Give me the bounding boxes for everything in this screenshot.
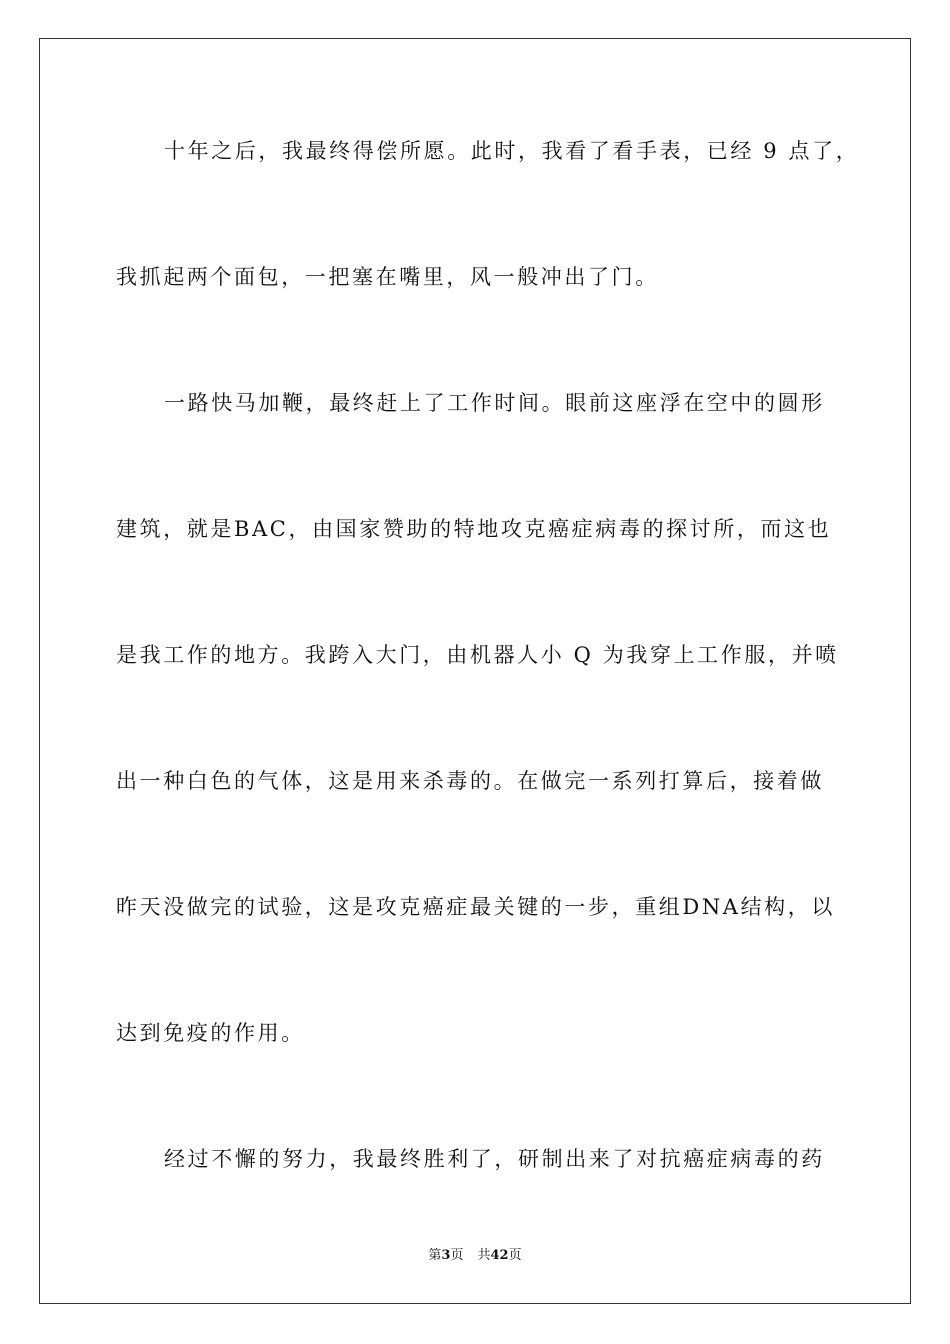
- text-line: 一路快马加鞭，最终赶上了工作时间。眼前这座浮在空中的圆形: [164, 391, 825, 415]
- page-suffix: 页: [450, 1248, 464, 1263]
- text-line: 我抓起两个面包，一把塞在嘴里，风一般冲出了门。: [116, 265, 659, 289]
- text-line: 建筑，就是BAC，由国家赞助的特地攻克癌症病毒的探讨所，而这也: [116, 517, 832, 541]
- page-border: [39, 38, 911, 1304]
- total-prefix: 共: [477, 1248, 491, 1263]
- page-footer: [0, 1246, 950, 1266]
- text-line: 十年之后，我最终得偿所愿。此时，我看了看手表，已经 9 点了，: [164, 139, 860, 163]
- page-prefix: 第: [428, 1248, 442, 1263]
- text-line: 达到免疫的作用。: [116, 1021, 305, 1045]
- text-line: 经过不懈的努力，我最终胜利了，研制出来了对抗癌症病毒的药: [164, 1147, 825, 1171]
- text-line: 出一种白色的气体，这是用来杀毒的。在做完一系列打算后，接着做: [116, 769, 824, 793]
- total-suffix: 页: [508, 1248, 522, 1263]
- text-line: 昨天没做完的试验，这是攻克癌症最关键的一步，重组DNA结构，以: [116, 895, 835, 919]
- text-line: 是我工作的地方。我跨入大门，由机器人小 Q 为我穿上工作服，并喷: [116, 643, 839, 667]
- total-pages: 42: [490, 1248, 509, 1263]
- page-number: 3: [441, 1248, 451, 1263]
